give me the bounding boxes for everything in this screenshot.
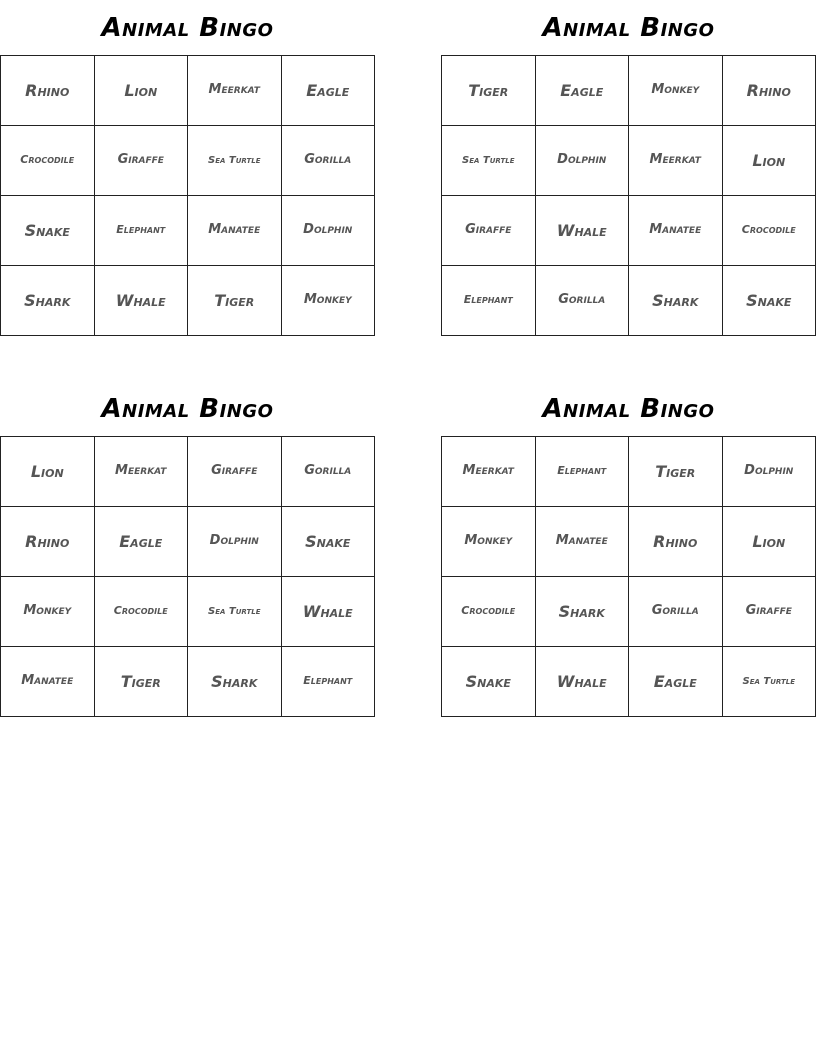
- bingo-cell: Gorilla: [536, 266, 630, 336]
- bingo-cell: Lion: [723, 126, 816, 196]
- bingo-cell: Whale: [282, 577, 376, 647]
- bingo-cell: Giraffe: [95, 126, 189, 196]
- card-title: Animal Bingo: [101, 394, 274, 424]
- bingo-cell: Dolphin: [282, 196, 376, 266]
- bingo-card-4: [441, 381, 816, 717]
- bingo-cell: Whale: [95, 266, 189, 336]
- bingo-cell: Tiger: [188, 266, 282, 336]
- bingo-grid: [0, 436, 375, 717]
- bingo-cell: Gorilla: [282, 126, 376, 196]
- bingo-cell: Manatee: [629, 196, 723, 266]
- bingo-cell: Tiger: [95, 647, 189, 717]
- bingo-cell: Sea Turtle: [188, 577, 282, 647]
- bingo-cell: Giraffe: [723, 577, 816, 647]
- bingo-cell: Lion: [723, 507, 816, 577]
- bingo-cell: Manatee: [1, 647, 95, 717]
- bingo-cell: Dolphin: [188, 507, 282, 577]
- bingo-cell: Tiger: [442, 56, 536, 126]
- bingo-cell: Shark: [188, 647, 282, 717]
- bingo-cell: Sea Turtle: [723, 647, 816, 717]
- bingo-cell: Crocodile: [95, 577, 189, 647]
- bingo-card-3: [0, 381, 375, 717]
- bingo-cell: Whale: [536, 196, 630, 266]
- bingo-grid: [441, 55, 816, 336]
- bingo-cell: Crocodile: [442, 577, 536, 647]
- bingo-cell: Eagle: [536, 56, 630, 126]
- bingo-card-1: [0, 0, 375, 336]
- bingo-cell: Manatee: [536, 507, 630, 577]
- bingo-cell: Eagle: [282, 56, 376, 126]
- bingo-cell: Giraffe: [442, 196, 536, 266]
- bingo-cell: Dolphin: [723, 437, 816, 507]
- bingo-cell: Elephant: [536, 437, 630, 507]
- bingo-cell: Lion: [95, 56, 189, 126]
- bingo-cell: Meerkat: [442, 437, 536, 507]
- bingo-cell: Shark: [536, 577, 630, 647]
- bingo-cell: Eagle: [629, 647, 723, 717]
- bingo-cell: Meerkat: [629, 126, 723, 196]
- bingo-cell: Snake: [1, 196, 95, 266]
- bingo-cell: Sea Turtle: [442, 126, 536, 196]
- bingo-cell: Shark: [1, 266, 95, 336]
- bingo-cell: Monkey: [1, 577, 95, 647]
- bingo-cell: Snake: [282, 507, 376, 577]
- bingo-cell: Crocodile: [1, 126, 95, 196]
- bingo-grid: [0, 55, 375, 336]
- bingo-cell: Sea Turtle: [188, 126, 282, 196]
- card-title: Animal Bingo: [542, 394, 715, 424]
- bingo-cell: Monkey: [442, 507, 536, 577]
- bingo-cell: Elephant: [282, 647, 376, 717]
- bingo-cell: Snake: [442, 647, 536, 717]
- card-title: Animal Bingo: [101, 13, 274, 43]
- bingo-cell: Monkey: [629, 56, 723, 126]
- bingo-cell: Shark: [629, 266, 723, 336]
- bingo-cell: Gorilla: [629, 577, 723, 647]
- bingo-cell: Meerkat: [188, 56, 282, 126]
- bingo-cell: Whale: [536, 647, 630, 717]
- bingo-cell: Elephant: [95, 196, 189, 266]
- bingo-cell: Crocodile: [723, 196, 816, 266]
- bingo-cell: Dolphin: [536, 126, 630, 196]
- bingo-cell: Lion: [1, 437, 95, 507]
- bingo-cell: Rhino: [723, 56, 816, 126]
- bingo-cell: Giraffe: [188, 437, 282, 507]
- bingo-cell: Rhino: [1, 507, 95, 577]
- bingo-card-2: [441, 0, 816, 336]
- bingo-cell: Monkey: [282, 266, 376, 336]
- bingo-cell: Eagle: [95, 507, 189, 577]
- bingo-cell: Meerkat: [95, 437, 189, 507]
- bingo-cell: Elephant: [442, 266, 536, 336]
- card-title: Animal Bingo: [542, 13, 715, 43]
- bingo-cell: Tiger: [629, 437, 723, 507]
- bingo-cell: Manatee: [188, 196, 282, 266]
- bingo-cell: Gorilla: [282, 437, 376, 507]
- bingo-cell: Snake: [723, 266, 816, 336]
- bingo-cell: Rhino: [1, 56, 95, 126]
- bingo-grid: [441, 436, 816, 717]
- bingo-cell: Rhino: [629, 507, 723, 577]
